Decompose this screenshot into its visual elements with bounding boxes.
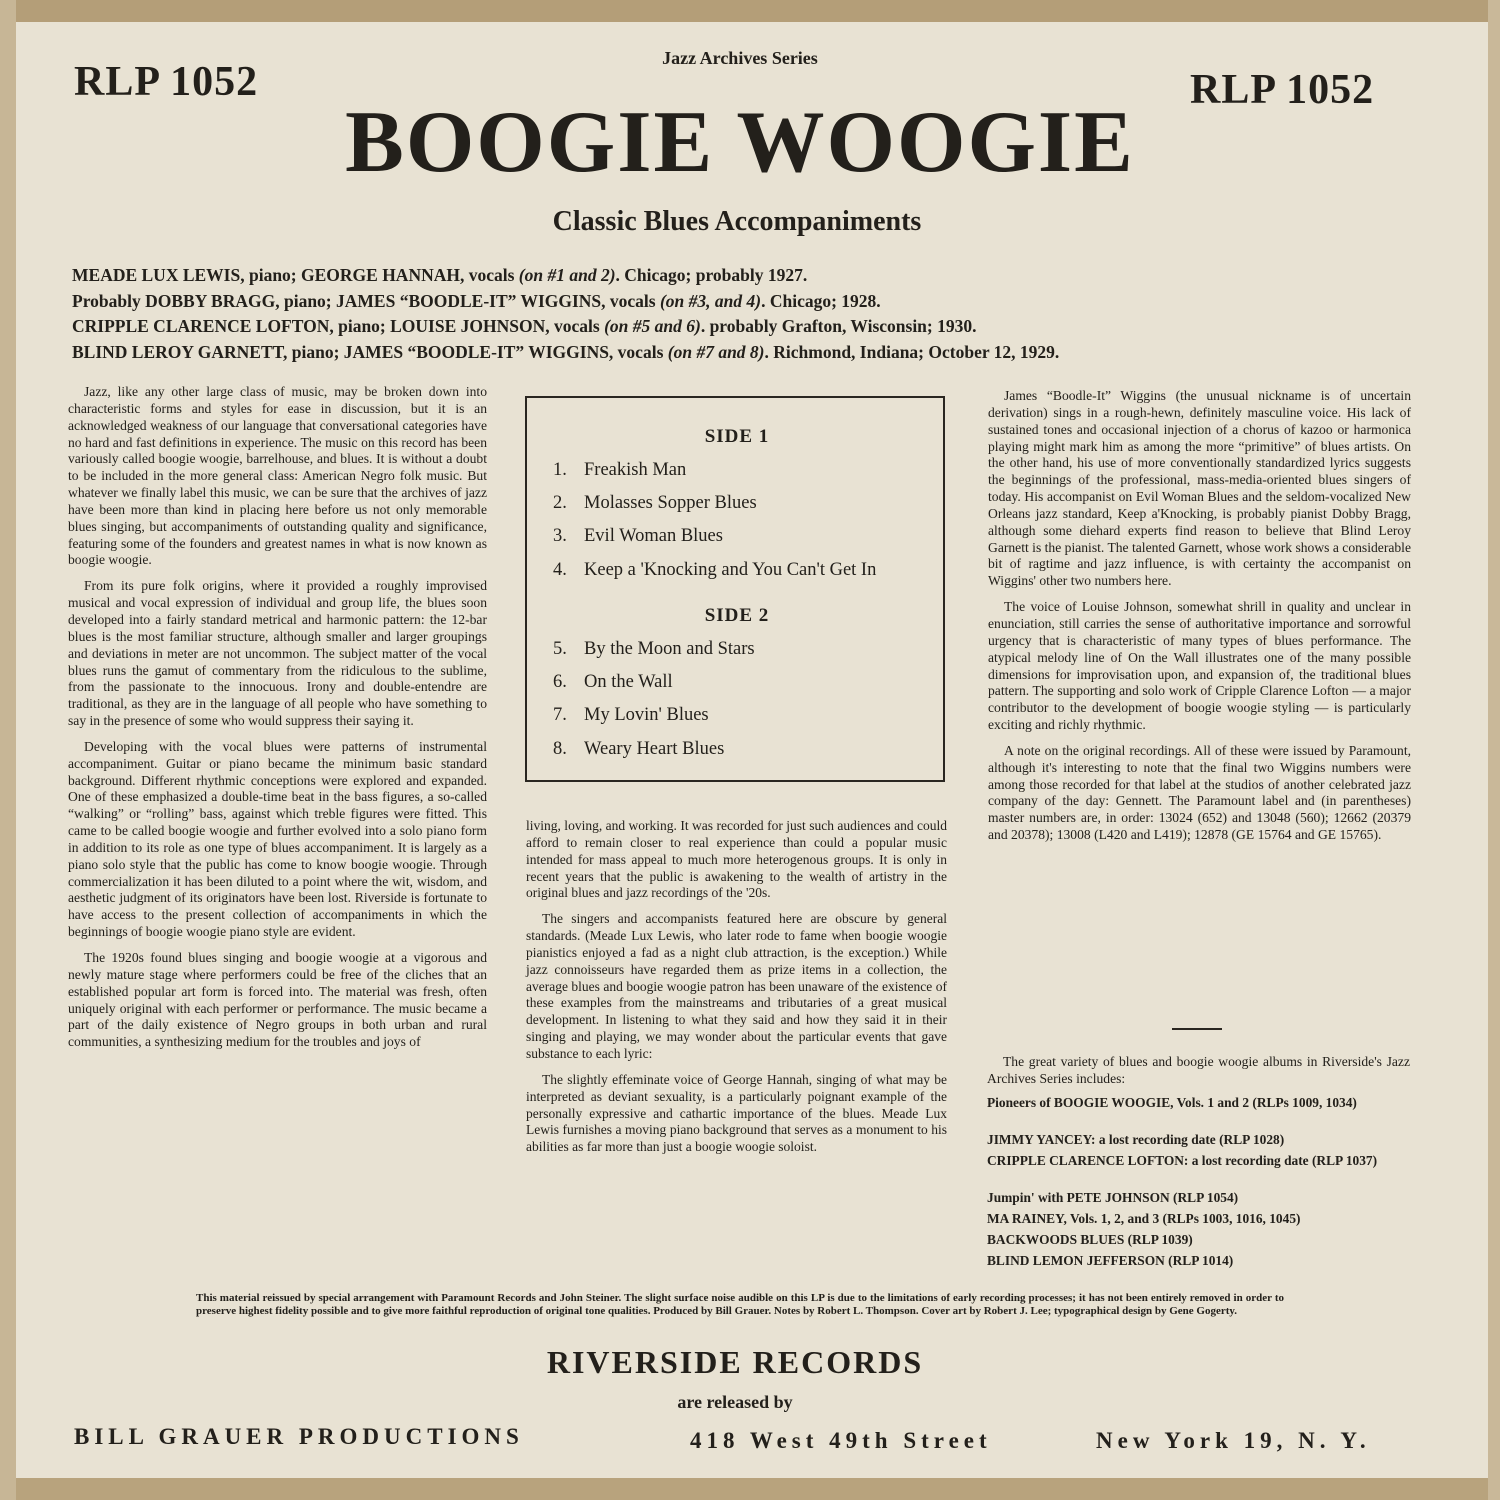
albums-intro xyxy=(987,1054,1410,1097)
track-number: 4. xyxy=(553,560,567,580)
track-title: Molasses Sopper Blues xyxy=(584,493,757,513)
track-number: 1. xyxy=(553,460,567,480)
liner-notes-paragraph: living, loving, and working. It was recorded for just such audiences and could afford to remain closer to real experience than could a popular music intended for mass appeal to much more heterogenous groups. It is only in recent years that the public is awakening to the wealth of artistry in the original blues and jazz recordings of the '20s. xyxy=(526,818,947,901)
series-name: Jazz Archives Series xyxy=(662,48,818,68)
side-1-heading: SIDE 1 xyxy=(704,426,770,447)
album-list-item: BLIND LEMON JEFFERSON (RLP 1014) xyxy=(987,1253,1234,1268)
street-address: 418 West 49th Street xyxy=(690,1428,992,1453)
track-item xyxy=(553,493,757,514)
liner-notes-column-3 xyxy=(988,388,1411,853)
personnel-place: . Richmond, Indiana; October 12, 1929. xyxy=(764,341,1060,362)
liner-notes-paragraph: Developing with the vocal blues were patterns of instrumental accompaniment. Guitar or piano became the minimum basic standard background. Different rhythmic conceptions were explored and expanded. One of these emphasized a double-time beat in the bass figures, a so-called “walking” or “rolling” bass, against which treble figures were fitted. This came to be called boogie woogie and further evolved into a solo piano form in addition to its role as one type of blues accompaniment. It is largely as a piano solo style that the public has come to know boogie woogie. Through commercialization it has been diluted to a point where the wit, wisdom, and aesthetic judgment of its originators have been lost. Riverside is fortunate to have access to the present collection of accompaniments in which the beginnings of boogie woogie piano style are evident. xyxy=(68,738,487,940)
personnel-line xyxy=(72,340,1059,366)
track-title: On the Wall xyxy=(584,672,673,692)
cover-edge-top xyxy=(0,0,1500,22)
liner-notes-paragraph: The voice of Louise Johnson, somewhat shrill in quality and unclear in enunciation, still carries the sense of authoritative importance and sorrowful urgency that is characteristic of many types of blues performance. The atypical melody line of On the Wall illustrates one of the many possible dimensions for improvisation upon, and expansion of, the traditional blues pattern. The supporting and solo work of Cripple Clarence Lofton — a major contributor to the development of boogie woogie styling — is particularly exciting and richly rhythmic. xyxy=(988,599,1411,733)
personnel-artists: MEADE LUX LEWIS, piano; GEORGE HANNAH, vocals xyxy=(72,265,515,285)
released-by-text: are released by xyxy=(677,1392,793,1412)
liner-notes-paragraph: The slightly effeminate voice of George Hannah, singing of what may be interpreted as deviant sexuality, is a particularly poignant example of the personally expressive and cathartic importance of the blues. Meade Lux Lewis furnishes a moving piano background that serves as a monument to his abilities as far more than just a boogie woogie soloist. xyxy=(526,1071,947,1155)
personnel-place: . Chicago; 1928. xyxy=(761,290,881,311)
liner-notes-paragraph: The singers and accompanists featured here are obscure by general standards. (Meade Lux Lewis, who later rode to fame when boogie woogie pianistics enjoyed a fad as a night club attraction, is the exception.) While jazz connoisseurs have regarded them as prize items in a collection, the average blues and boogie woogie patron has been unaware of the existence of these examples from the mainstreams and tributaries of a great musical development. In listening to what they said and how they said it in their singing and playing, we may wonder about the particular events that gave substance to each lyric: xyxy=(526,911,947,1061)
liner-notes-column-2 xyxy=(526,818,947,1165)
record-label-name: RIVERSIDE RECORDS xyxy=(546,1344,924,1380)
personnel-line xyxy=(72,289,1059,315)
album-list-item: JIMMY YANCEY: a lost recording date (RLP 1028) xyxy=(987,1132,1285,1147)
track-title: My Lovin' Blues xyxy=(584,705,709,725)
catalog-number-right: RLP 1052 xyxy=(1190,67,1375,113)
track-item xyxy=(553,705,709,726)
liner-notes-paragraph: James “Boodle-It” Wiggins (the unusual nickname is of uncertain derivation) sings in a rough-hewn, definitely masculine voice. His lack of sustained tones and occasional injection of a chorus of kazoo or harmonica playing might mark him as among the more “primitive” of blues artists. On the other hand, his use of more conventionally standardized lyrics suggests the beginnings of the professional, mass-media-oriented blues singers of today. His accompanist on Evil Woman Blues and the seldom-vocalized New Orleans jazz standard, Keep a'Knocking, is probably pianist Dobby Bragg, although some diehard experts find reason to believe that Blind Leroy Garnett is the pianist. The talented Garnett, whose work shows a considerable bit of ragtime and jazz influence, is with certainty the accompanist on Wiggins' other two numbers here. xyxy=(988,388,1411,589)
liner-notes-paragraph: From its pure folk origins, where it provided a roughly improvised musical and vocal expression of individual and group life, the blues soon developed into a fairly standard metrical and harmonic pattern: the 12-bar blues is the most familiar structure, although smaller and larger groupings and deviations in meter are not uncommon. The subject matter of the vocal blues runs the gamut of commentary from the ridiculous to the sublime, from the passionate to the innocuous. Irony and double-entendre are traditional, as they are in the language of all people who have something to say in the presence of some who would suppress their saying it. xyxy=(68,578,487,729)
personnel-tracks: (on #1 and 2) xyxy=(518,265,616,285)
track-item xyxy=(553,460,686,481)
track-number: 5. xyxy=(553,639,567,659)
personnel-list xyxy=(72,263,1059,365)
city-address: New York 19, N. Y. xyxy=(1096,1428,1371,1453)
track-title: By the Moon and Stars xyxy=(584,639,755,659)
album-list-item: MA RAINEY, Vols. 1, 2, and 3 (RLPs 1003, 1016, 1045) xyxy=(987,1211,1301,1226)
producer-name: BILL GRAUER PRODUCTIONS xyxy=(74,1424,524,1449)
albums-intro-text: The great variety of blues and boogie woogie albums in Riverside's Jazz Archives Series includes: xyxy=(987,1054,1410,1086)
cover-edge-bottom xyxy=(0,1478,1500,1500)
track-item xyxy=(553,639,755,660)
personnel-line xyxy=(72,263,1059,289)
track-number: 6. xyxy=(553,672,567,692)
personnel-place: . probably Grafton, Wisconsin; 1930. xyxy=(700,316,977,336)
album-subtitle: Classic Blues Accompaniments xyxy=(552,206,922,237)
personnel-place: . Chicago; probably 1927. xyxy=(615,265,808,285)
track-number: 2. xyxy=(553,493,567,513)
personnel-artists: CRIPPLE CLARENCE LOFTON, piano; LOUISE JOHNSON, vocals xyxy=(72,316,600,336)
track-item xyxy=(553,672,673,693)
personnel-tracks: (on #7 and 8) xyxy=(667,341,765,362)
production-credits: This material reissued by special arrangement with Paramount Records and John Steiner. The slight surface noise audible on this LP is due to the limitations of early recording processes; it has not been entirely removed in order to preserve highest fidelity possible and to give more faithful reproduction of original tone qualities. Produced by Bill Grauer. Notes by Robert L. Thompson. Cover art by Robert J. Lee; typographical design by Gene Gogerty. xyxy=(196,1292,1284,1318)
track-title: Evil Woman Blues xyxy=(584,526,723,546)
track-number: 7. xyxy=(553,705,567,725)
liner-notes-paragraph: Jazz, like any other large class of music, may be broken down into characteristic forms and styles for ease in discussion, but it is an acknowledged weakness of our language that conversational categories have no hard and fast definitions in experience. The music on this record has been variously called boogie woogie, barrelhouse, and blues. It is without a doubt to be included in the more general class: American Negro folk music. But whatever we finally label this music, we can be sure that the archives of jazz have been more than kind in placing here before us not only memorable blues singing, but accompaniments of outstanding quality and significance, featuring some of the founders and greatest names in what is now known as boogie woogie. xyxy=(68,384,487,568)
catalog-number-left: RLP 1052 xyxy=(74,59,259,105)
album-list-item: BACKWOODS BLUES (RLP 1039) xyxy=(987,1232,1193,1247)
liner-notes-column-1 xyxy=(68,384,487,1060)
cover-edge-right xyxy=(1488,0,1500,1500)
album-list-item: Jumpin' with PETE JOHNSON (RLP 1054) xyxy=(987,1190,1239,1205)
track-list-box xyxy=(525,396,945,782)
track-item xyxy=(553,560,876,581)
track-number: 8. xyxy=(553,739,567,759)
album-title: BOOGIE WOOGIE xyxy=(345,94,1135,191)
side-2-heading: SIDE 2 xyxy=(704,605,770,626)
track-title: Freakish Man xyxy=(584,460,687,480)
liner-notes-paragraph: The 1920s found blues singing and boogie woogie at a vigorous and newly mature stage where performers could be free of the cliches that an established popular art form is forced into. The material was fresh, often uniquely original with each performer or performance. The music became a part of the daily existence of Negro groups in both urban and rural communities, a synthesizing medium for the troubles and joys of xyxy=(68,950,487,1050)
track-item xyxy=(553,526,723,547)
track-title: Keep a 'Knocking and You Can't Get In xyxy=(584,560,877,580)
track-title: Weary Heart Blues xyxy=(584,739,725,759)
personnel-tracks: (on #5 and 6) xyxy=(604,316,701,336)
personnel-artists: Probably DOBBY BRAGG, piano; JAMES “BOODLE-IT” WIGGINS, vocals xyxy=(72,290,656,311)
album-list-item: Pioneers of BOOGIE WOOGIE, Vols. 1 and 2 (RLPs 1009, 1034) xyxy=(987,1095,1357,1110)
album-list-item: CRIPPLE CLARENCE LOFTON: a lost recording date (RLP 1037) xyxy=(987,1153,1378,1168)
liner-notes-paragraph: A note on the original recordings. All of these were issued by Paramount, although it's interesting to note that the final two Wiggins numbers were among those recorded for that label at the studios of another celebrated jazz company of the day: Gennett. The Paramount label and (in parentheses) master numbers are, in order: 13024 (652) and 13048 (560); 12662 (20379 and 20378); 13008 (L420 and L419); 12878 (GE 15764 and GE 15765). xyxy=(988,742,1411,843)
personnel-artists: BLIND LEROY GARNETT, piano; JAMES “BOODLE-IT” WIGGINS, vocals xyxy=(72,341,664,362)
personnel-tracks: (on #3, and 4) xyxy=(659,290,762,311)
track-number: 3. xyxy=(553,526,567,546)
personnel-line xyxy=(72,314,1059,340)
section-divider xyxy=(1172,1028,1222,1030)
track-item xyxy=(553,739,724,760)
